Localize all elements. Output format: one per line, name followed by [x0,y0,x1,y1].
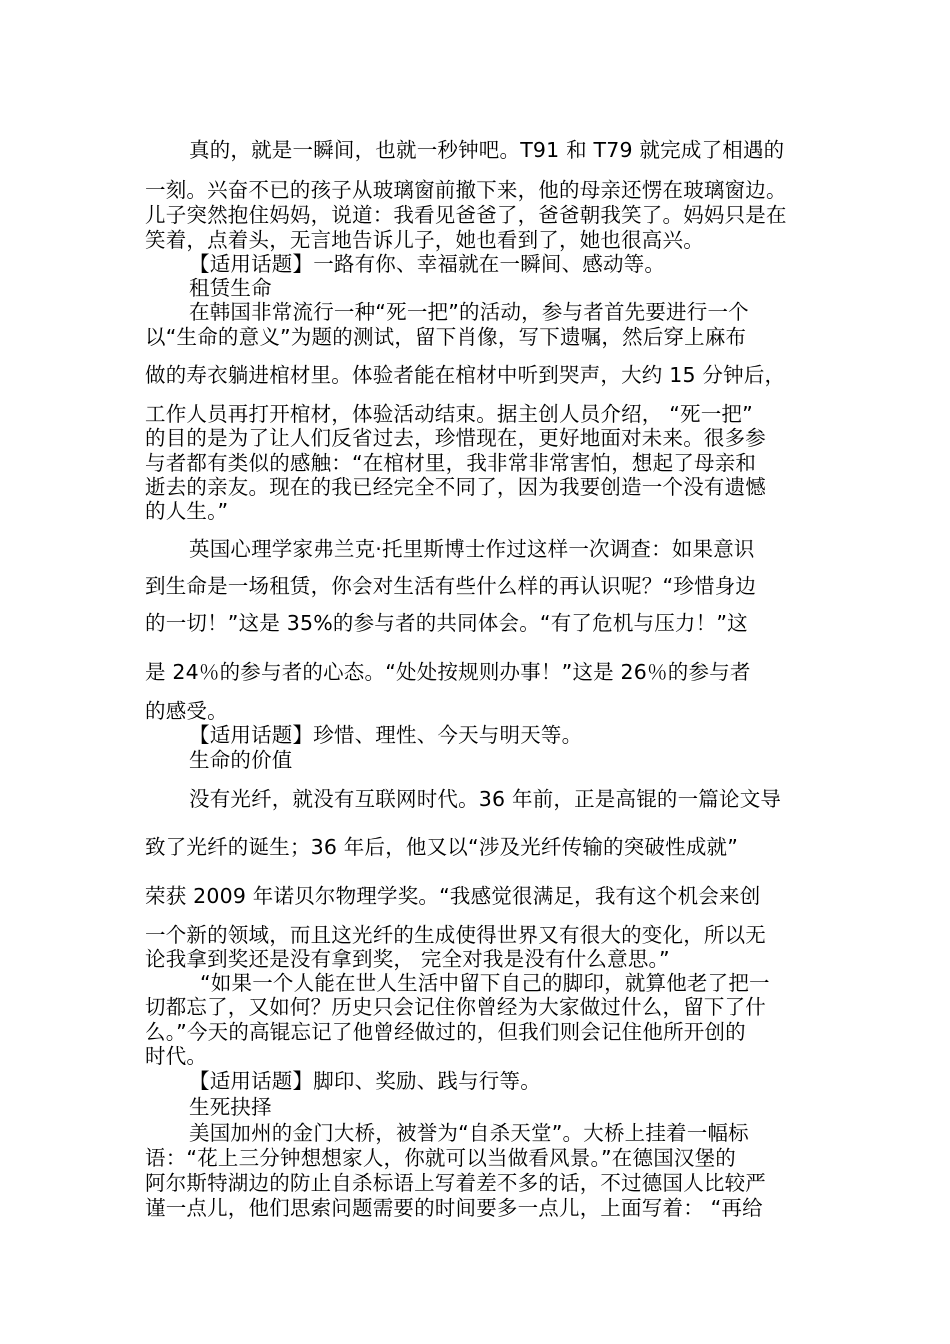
text-line: 没有光纤，就没有互联网时代。36 年前，正是高锟的一篇论文导 [189,787,782,811]
text-line: 美国加州的金门大桥，被誉为“自杀天堂”。大桥上挂着一幅标 [189,1121,749,1145]
section-heading: 生死抉择 [189,1095,272,1119]
text-line: 笑着，点着头，无言地告诉儿子，她也看到了，她也很高兴。 [145,228,704,252]
text-line: 切都忘了，又如何？历史只会记住你曾经为大家做过什么，留下了什 [145,995,766,1019]
text-line: 荣获 2009 年诺贝尔物理学奖。“我感觉很满足，我有这个机会来创 [145,884,761,908]
text-line: 逝去的亲友。现在的我已经完全不同了，因为我要创造一个没有遗憾 [145,475,766,499]
text-line: 到生命是一场租赁，你会对生活有些什么样的再认识呢？“珍惜身边 [145,574,757,598]
text-line: 与者都有类似的感触：“在棺材里，我非常非常害怕，想起了母亲和 [145,451,757,475]
section-heading: 生命的价值 [189,748,293,772]
text-line: 一个新的领域，而且这光纤的生成使得世界又有很大的变化，所以无 [145,923,766,947]
text-line: 一刻。兴奋不已的孩子从玻璃窗前撤下来，他的母亲还愣在玻璃窗边。 [145,178,787,202]
text-line: 么。”今天的高锟忘记了他曾经做过的，但我们则会记住他所开创的 [145,1020,746,1044]
text-line: 真的，就是一瞬间，也就一秒钟吧。T91 和 T79 就完成了相遇的 [189,138,785,162]
section-heading: 租赁生命 [189,276,272,300]
text-line: 的目的是为了让人们反省过去，珍惜现在，更好地面对未来。很多参 [145,426,766,450]
text-line: 时代。 [145,1044,208,1068]
text-line: 阿尔斯特湖边的防止自杀标语上写着差不多的话，不过德国人比较严 [145,1171,766,1195]
text-line: 的感受。 [145,699,228,723]
text-line: 做的寿衣躺进棺材里。体验者能在棺材中听到哭声，大约 15 分钟后， [145,363,786,387]
text-line: 语：“花上三分钟想想家人，你就可以当做看风景。”在德国汉堡的 [145,1146,736,1170]
text-line: 的人生。” [145,499,229,523]
text-line: “如果一个人能在世人生活中留下自己的脚印，就算他老了把一 [200,971,770,995]
text-line: 的一切！”这是 35%的参与者的共同体会。“有了危机与压力！”这 [145,611,748,635]
text-line: 致了光纤的诞生；36 年后，他又以“涉及光纤传输的突破性成就” [145,835,739,859]
text-line: 是 24％的参与者的心态。“处处按规则办事！”这是 26％的参与者 [145,660,751,684]
text-line: 在韩国非常流行一种“死一把”的活动，参与者首先要进行一个 [189,300,749,324]
text-line: 儿子突然抱住妈妈，说道：我看见爸爸了，爸爸朝我笑了。妈妈只是在 [145,203,787,227]
text-line: 谨一点儿，他们思索问题需要的时间要多一点儿，上面写着： “再给 [145,1196,763,1220]
topic-line: 【适用话题】一路有你、幸福就在一瞬间、感动等。 [189,252,666,276]
topic-line: 【适用话题】珍惜、理性、今天与明天等。 [189,723,583,747]
text-line: 以“生命的意义”为题的测试，留下肖像，写下遗嘱，然后穿上麻布 [145,325,747,349]
text-line: 工作人员再打开棺材，体验活动结束。据主创人员介绍， “死一把” [145,402,753,426]
topic-line: 【适用话题】脚印、奖励、践与行等。 [189,1069,541,1093]
text-line: 英国心理学家弗兰克·托里斯博士作过这样一次调查：如果意识 [189,537,755,561]
text-line: 论我拿到奖还是没有拿到奖， 完全对我是没有什么意思。” [145,947,670,971]
